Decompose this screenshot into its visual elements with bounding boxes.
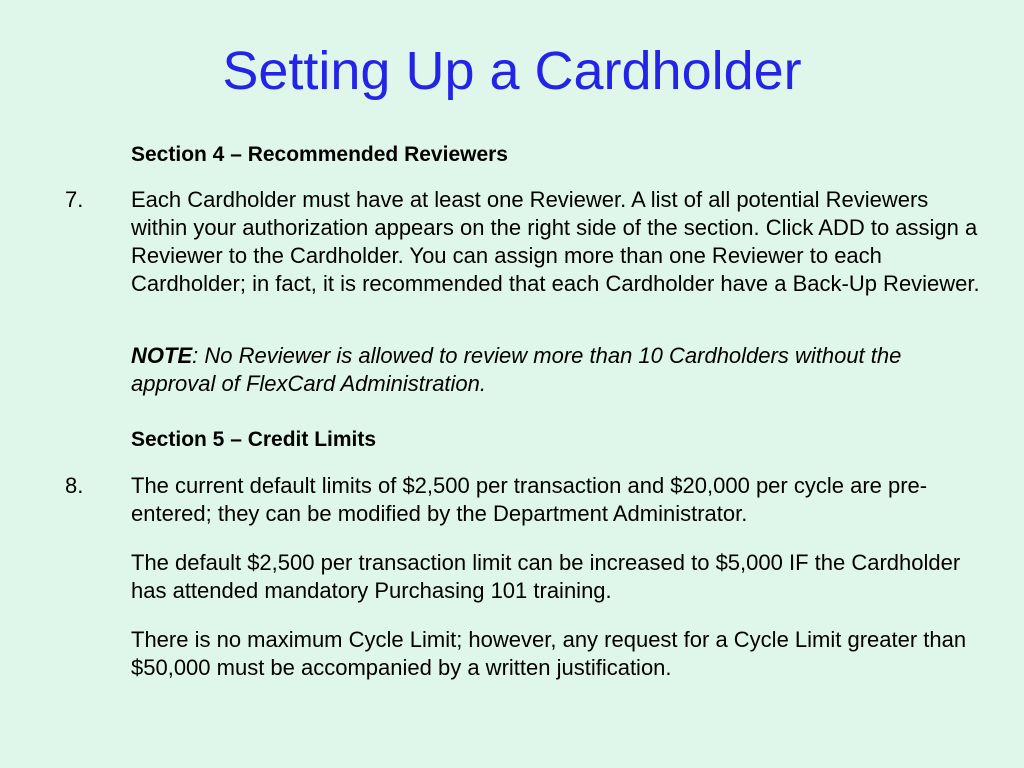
item-7-number: 7. — [65, 187, 84, 212]
item-7-text: Each Cardholder must have at least one Reviewer. A list of all potential Reviewers within your authorization appears on the right side of the section. Click ADD to assign a Reviewer to the Cardholder. You can assign more than one Reviewer to each Cardholder; in fact, it is recommended that each Cardholder have a Back-Up Reviewer. — [131, 187, 980, 296]
reviewer-note — [131, 342, 981, 398]
note-label: NOTE — [131, 343, 193, 368]
transaction-limit-paragraph: The default $2,500 per transaction limit can be increased to $5,000 IF the Cardholder has attended mandatory Purchasing 101 training. — [131, 550, 961, 603]
item-8-number: 8. — [65, 473, 84, 498]
item-8-text: The current default limits of $2,500 per transaction and $20,000 per cycle are pre-entered; they can be modified by the Department Administrator. — [131, 473, 928, 526]
slide-title: Setting Up a Cardholder — [222, 41, 802, 101]
note-text: : No Reviewer is allowed to review more than 10 Cardholders without the approval of FlexCard Administration. — [131, 343, 902, 396]
section-5-heading: Section 5 – Credit Limits — [131, 428, 377, 451]
cycle-limit-paragraph: There is no maximum Cycle Limit; however, any request for a Cycle Limit greater than $50,000 must be accompanied by a written justification. — [131, 627, 967, 680]
section-4-heading: Section 4 – Recommended Reviewers — [131, 143, 508, 166]
